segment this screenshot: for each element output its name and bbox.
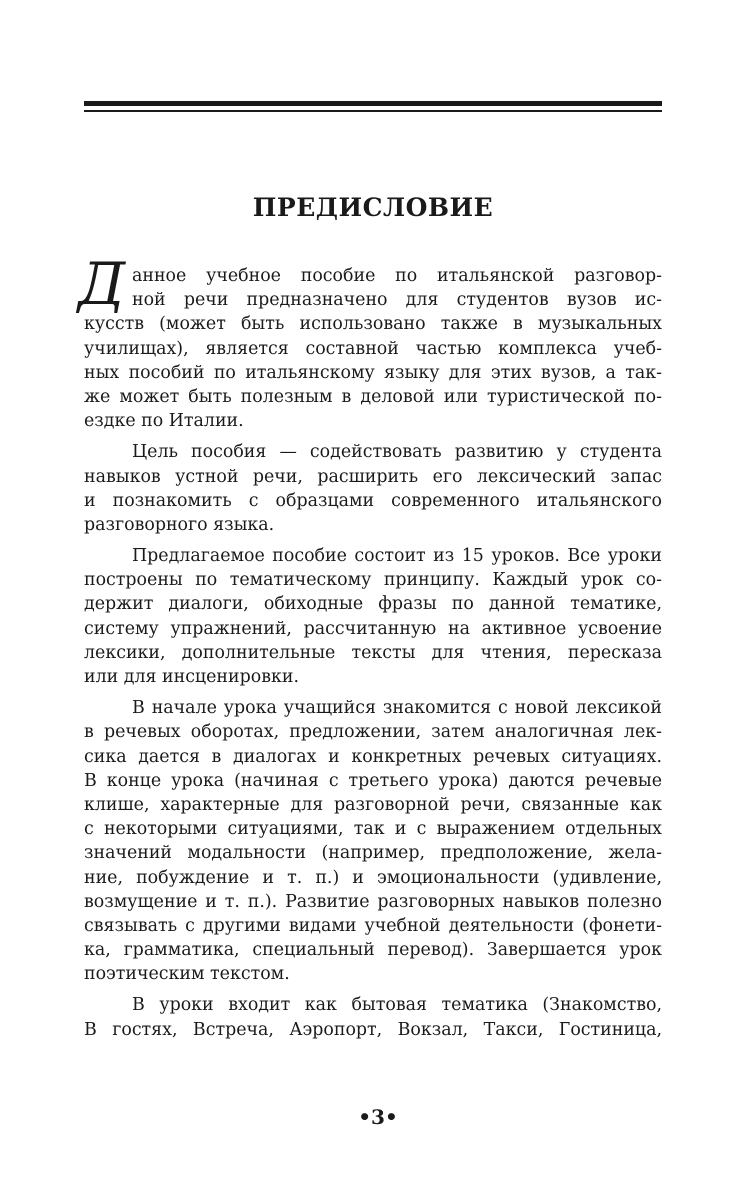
text-line: ных пособий по итальянскому языку для этих вузов, а так- bbox=[84, 362, 662, 383]
text-line: В начале урока учащийся знакомится с новой лексикой bbox=[132, 698, 662, 719]
paragraph-3 bbox=[84, 544, 662, 689]
paragraph-1 bbox=[78, 250, 662, 433]
text-line: возмущение и т. п.). Развитие разговорных навыков полезно bbox=[84, 891, 662, 912]
text-line: В конце урока (начиная с третьего урока) даются речевые bbox=[84, 770, 662, 791]
text-line: ной речи предназначено для студентов вузов ис- bbox=[132, 290, 662, 311]
text-line: в речевых оборотах, предложении, затем аналогичная лек- bbox=[84, 722, 662, 743]
text-line: держит диалоги, обиходные фразы по данной тематике, bbox=[84, 594, 662, 615]
page-title: ПРЕДИСЛОВИЕ bbox=[252, 193, 494, 222]
page-number: •3• bbox=[358, 1105, 398, 1129]
paragraph-4 bbox=[84, 696, 662, 986]
text-line: Цель пособия — содействовать развитию у студента bbox=[132, 442, 662, 463]
text-line: значений модальности (например, предположение, жела- bbox=[84, 843, 662, 864]
text-line: В уроки входит как бытовая тематика (Знакомство, bbox=[132, 995, 662, 1016]
drop-cap: Д bbox=[78, 250, 126, 318]
text-line: В гостях, Встреча, Аэропорт, Вокзал, Такси, Гостиница, bbox=[84, 1019, 662, 1040]
text-line: ние, побуждение и т. п.) и эмоциональности (удивление, bbox=[84, 867, 662, 888]
text-line: и познакомить с образцами современного итальянского bbox=[84, 490, 662, 511]
text-line: кусств (может быть использовано также в музыкальных bbox=[84, 314, 662, 335]
header-rule-thick bbox=[84, 101, 662, 106]
paragraph-2 bbox=[84, 440, 662, 537]
text-line: Предлагаемое пособие состоит из 15 уроков. Все уроки bbox=[132, 546, 662, 567]
text-line: систему упражнений, рассчитанную на активное усвоение bbox=[84, 618, 662, 639]
text-line: поэтическим текстом. bbox=[84, 964, 290, 985]
body-text bbox=[78, 250, 662, 1042]
text-line: или для инсценировки. bbox=[84, 667, 299, 687]
text-line: навыков устной речи, расширить его лексический запас bbox=[84, 466, 662, 487]
text-line: разговорного языка. bbox=[84, 514, 275, 535]
text-line: лексики, дополнительные тексты для чтения, пересказа bbox=[84, 642, 662, 663]
text-line: училищах), является составной частью комплекса учеб- bbox=[84, 338, 662, 359]
text-line: клише, характерные для разговорной речи, связанные как bbox=[84, 794, 662, 815]
header-rule-thin bbox=[84, 110, 662, 112]
text-line: же может быть полезным в деловой или туристической по- bbox=[84, 386, 662, 407]
text-line: ездке по Италии. bbox=[84, 411, 244, 432]
text-line: сика дается в диалогах и конкретных речевых ситуациях. bbox=[84, 746, 662, 767]
paragraph-5 bbox=[84, 993, 662, 1041]
text-line: ка, грамматика, специальный перевод). Завершается урок bbox=[84, 940, 662, 961]
text-line: анное учебное пособие по итальянской разговор- bbox=[132, 266, 662, 286]
text-line: с некоторыми ситуациями, так и с выражением отдельных bbox=[84, 819, 662, 840]
text-line: связывать с другими видами учебной деятельности (фонети- bbox=[84, 915, 662, 936]
text-line: построены по тематическому принципу. Каждый урок со- bbox=[84, 570, 662, 591]
